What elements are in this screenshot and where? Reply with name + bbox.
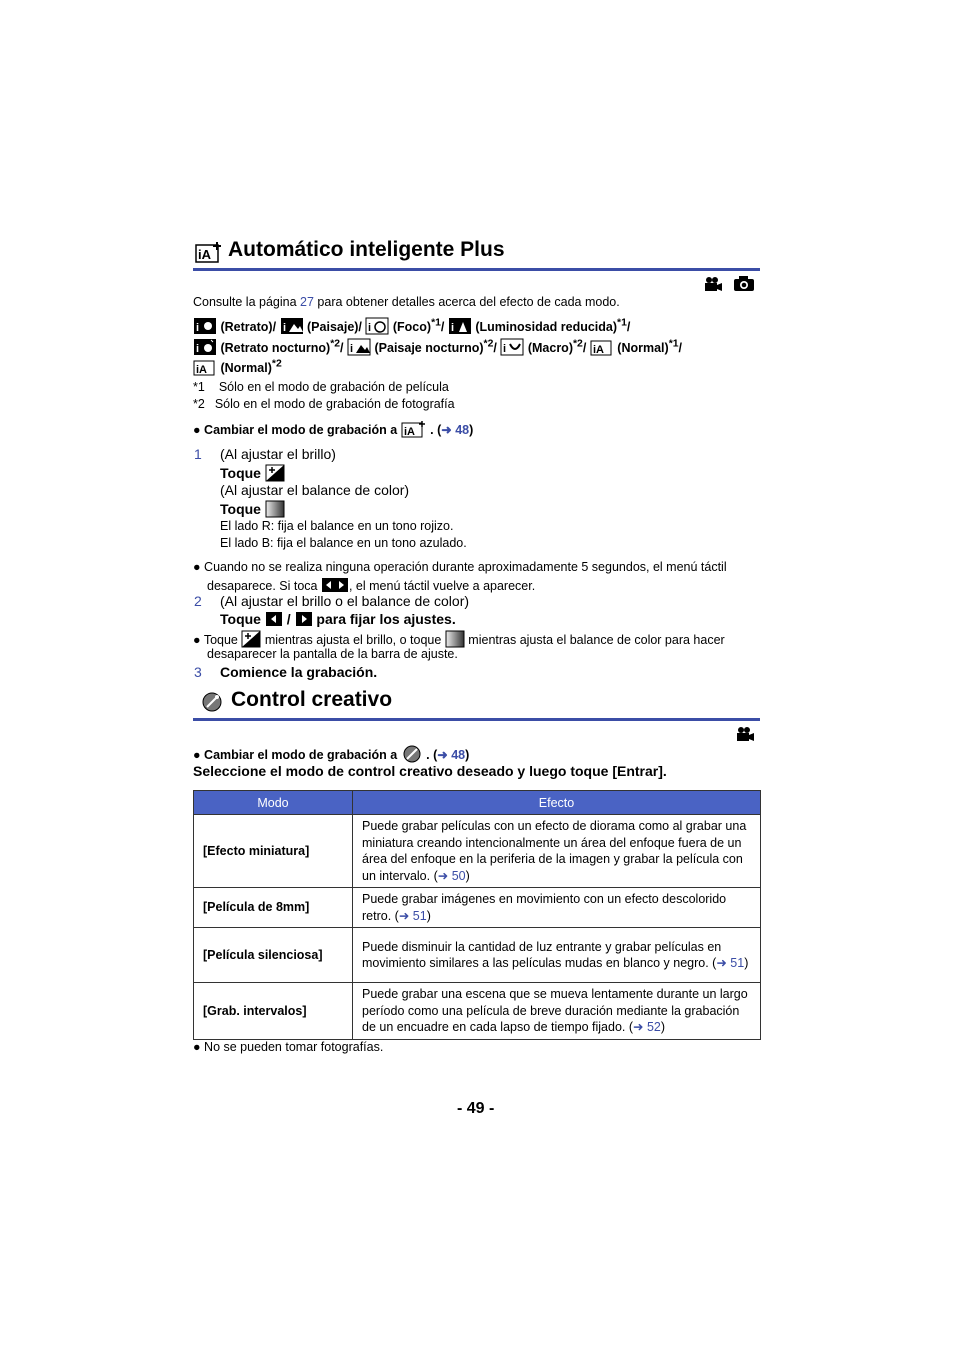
page-link-51[interactable]: ➜ 51 [716, 956, 745, 970]
table-header-effect: Efecto [353, 791, 761, 815]
table-row [194, 983, 761, 1040]
svg-text:i: i [350, 343, 354, 355]
svg-text:i: i [196, 343, 200, 355]
step-1-line-2: (Al ajustar el balance de color) [220, 482, 410, 498]
page-link-48[interactable]: ➜ 48 [437, 747, 466, 762]
page-link-50[interactable]: ➜ 50 [437, 868, 466, 883]
svg-text:iA: iA [403, 426, 415, 438]
normal-photo-mode-icon [193, 358, 217, 379]
effect-cell: Puede disminuir la cantidad de luz entrante y grabar películas en movimiento similares a las películas mudas en blanco y negro. (➜ 51) [353, 928, 761, 983]
step-1-line-1: (Al ajustar el brillo) [220, 446, 336, 462]
svg-text:iA: iA [196, 364, 207, 376]
mode-cell: [Película silenciosa] [194, 928, 353, 983]
section-title-creative-control: Control creativo [231, 688, 393, 711]
table-header-mode: Modo [194, 791, 353, 815]
page-link-52[interactable]: ➜ 52 [633, 1020, 661, 1034]
svg-text:i: i [368, 322, 372, 334]
intro-text: Consulte la página 27 para obtener detalles acerca del efecto de cada modo. [193, 295, 620, 309]
step-1-note-b: El lado B: fija el balance en un tono azulado. [220, 536, 467, 550]
step-2-line-1: (Al ajustar el brillo o el balance de color) [220, 593, 470, 609]
right-arrow-icon[interactable] [295, 611, 313, 630]
creative-control-icon [202, 692, 222, 717]
step-1-toque-2: Toque [220, 500, 285, 521]
page-link-27[interactable]: 27 [300, 295, 314, 309]
page-link-48[interactable]: ➜ 48 [441, 422, 470, 437]
page-number: - 49 - [457, 1100, 495, 1117]
step-1-toque-1: Toque [220, 464, 285, 485]
svg-text:iA: iA [592, 344, 604, 356]
effect-cell: Puede grabar una escena que se mueva lentamente durante un largo período como una película de breve duración mediante la grabación de un encuadre en cada lapso de tiempo fijado. (➜ 52) [353, 983, 761, 1040]
effect-cell: Puede grabar imágenes en movimiento con un efecto descolorido retro. (➜ 51) [353, 888, 761, 928]
table-row [194, 815, 761, 888]
svg-text:i: i [503, 343, 507, 355]
footnote: ● No se pueden tomar fotografías. [193, 1040, 384, 1054]
effect-cell: Puede grabar películas con un efecto de diorama como al grabar una miniatura creando intencionalmente un área del enfoque fuera de un área del enfoque en la periferia de la imagen y grabar la película con un intervalo. (➜ 50) [353, 815, 761, 888]
section-title-ia-plus: Automático inteligente Plus [228, 238, 505, 261]
step-1-number: 1 [194, 446, 202, 462]
movie-mode-icon [703, 276, 723, 297]
night-scenery-mode-icon [347, 338, 371, 359]
note-2: *2 Sólo en el modo de grabación de fotografía [193, 397, 455, 411]
svg-text:i: i [282, 322, 286, 334]
step-3-number: 3 [194, 664, 202, 680]
white-balance-icon[interactable] [265, 500, 285, 521]
night-portrait-mode-icon [193, 338, 217, 359]
bullet-toque-line-2: desaparecer la pantalla de la barra de ajuste. [207, 647, 458, 661]
step-1-note-r: El lado R: fija el balance en un tono rojizo. [220, 519, 454, 533]
normal-mode-icon [590, 338, 614, 359]
section-rule [193, 268, 760, 271]
ia-plus-icon [195, 241, 223, 268]
ia-plus-small-icon [401, 420, 427, 441]
bullet-menu-line-2: desaparece. Si toca , el menú táctil vuelve a aparecer. [207, 577, 535, 596]
svg-text:iA: iA [198, 247, 211, 262]
macro-mode-icon [500, 338, 524, 359]
mode-cell: [Grab. intervalos] [194, 983, 353, 1040]
movie-mode-icon [735, 726, 755, 747]
modes-line-2: i (Retrato nocturno)$^{*2}$/ i (Paisaje nocturno)$^{*2}$/ i (Macro)$^{*2}$/ iA (Normal)$^{*1}$/ [193, 338, 682, 359]
step-2-toque: Toque / para fijar los ajustes. [220, 611, 456, 630]
bullet-toque-line-1: ● Toque mientras ajusta el brillo, o toque mientras ajusta el balance de color para hacer [193, 630, 725, 651]
table-row [194, 888, 761, 928]
step-2-number: 2 [194, 593, 202, 609]
scenery-mode-icon [280, 317, 304, 338]
note-1: *1 Sólo en el modo de grabación de película [193, 380, 449, 394]
mode-cell: [Película de 8mm] [194, 888, 353, 928]
change-mode-line-1: ● Cambiar el modo de grabación a iA . (➜ 48) [193, 420, 473, 441]
bullet-menu-line-1: ● Cuando no se realiza ninguna operación durante aproximadamente 5 segundos, el menú táctil [193, 560, 727, 574]
portrait-mode-icon [193, 317, 217, 338]
page-link-51[interactable]: ➜ 51 [398, 908, 427, 923]
mode-cell: [Efecto miniatura] [194, 815, 353, 888]
modes-line-1: i (Retrato)/ i (Paisaje)/ i (Foco)$^{*1}$/ i (Luminosidad reducida)$^{*1}$/ [193, 317, 630, 338]
step-3-text: Comience la grabación. [220, 664, 378, 680]
svg-text:i: i [450, 322, 454, 334]
spotlight-mode-icon [365, 317, 389, 338]
table-row [194, 928, 761, 983]
section-rule [193, 718, 760, 721]
svg-text:i: i [196, 322, 200, 334]
low-light-mode-icon [448, 317, 472, 338]
creative-modes-table [193, 790, 761, 1040]
left-arrow-icon[interactable] [265, 611, 283, 630]
modes-line-3: iA (Normal)$^{*2}$ [193, 358, 282, 379]
change-mode-line-2: ● Cambiar el modo de grabación a . (➜ 48) [193, 745, 469, 766]
instruction-text: Seleccione el modo de control creativo deseado y luego toque [Entrar]. [193, 763, 667, 779]
photo-mode-icon [733, 275, 755, 297]
